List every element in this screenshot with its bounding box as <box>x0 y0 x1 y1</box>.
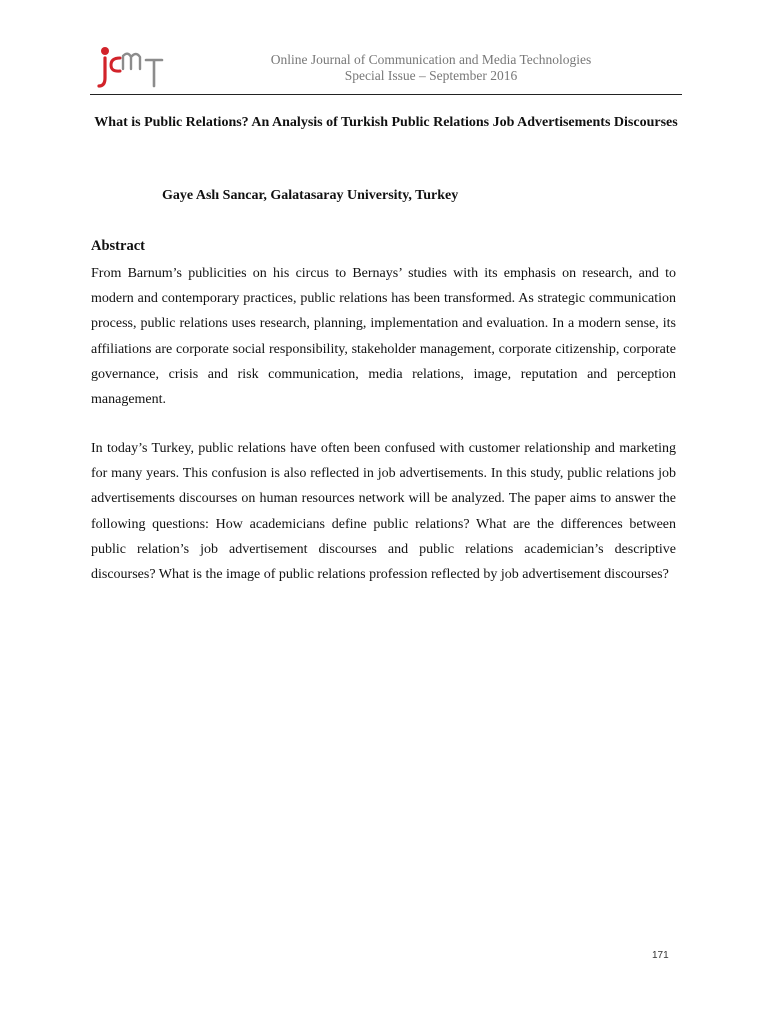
abstract-heading: Abstract <box>91 238 145 254</box>
abstract-paragraph-2: In today’s Turkey, public relations have often been confused with customer relationship and marketing for many years. This confusion is also reflected in job advertisements. In this study, public relations job advertisements discourses on human resources network will be analyzed. The paper aims to answer the following questions: How academicians define public relations? What are the differences between public relation’s job advertisement discourses and public relations academician’s descriptive discourses? What is the image of public relations profession reflected by job advertisement discourses? <box>91 441 676 583</box>
journal-issue: Special Issue – September 2016 <box>344 68 518 83</box>
page-number: 171 <box>652 950 669 961</box>
header-divider <box>90 94 682 95</box>
journal-name: Online Journal of Communication and Media Technologies <box>270 52 592 67</box>
journal-header <box>200 52 662 84</box>
author-affiliation: Gaye Aslı Sancar, Galatasaray University, Turkey <box>162 188 459 203</box>
journal-logo-icon <box>96 42 164 92</box>
paper-title: What is Public Relations? An Analysis of Turkish Public Relations Job Advertisements Discourses <box>94 115 678 130</box>
abstract-paragraph-1: From Barnum’s publicities on his circus to Bernays’ studies with its emphasis on research, and to modern and contemporary practices, public relations has been transformed. As strategic communication process, public relations uses research, planning, implementation and evaluation. In a modern sense, its affiliations are corporate social responsibility, stakeholder management, corporate citizenship, corporate governance, crisis and risk communication, media relations, image, reputation and perception management. <box>91 266 676 408</box>
